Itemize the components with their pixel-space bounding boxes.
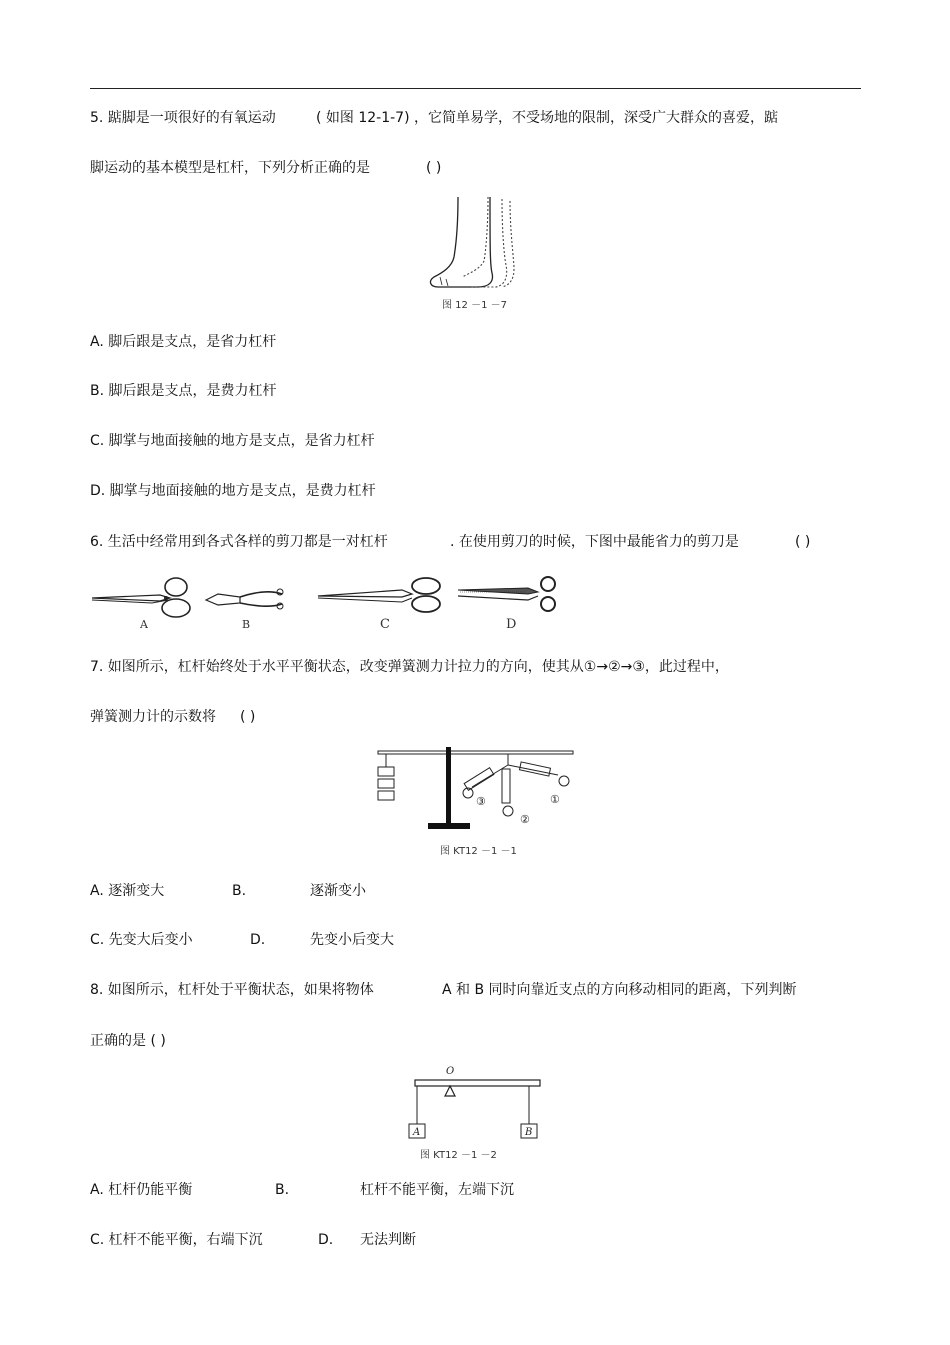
scissors-a-icon [92,578,190,617]
scissors-label-d: D [506,617,517,632]
q8-option-a: A. 杠杆仍能平衡 [90,1182,193,1198]
foot-figure [420,195,530,290]
q6-text-a: 6. 生活中经常用到各式各样的剪刀都是一对杠杆 [90,534,388,550]
scissors-label-b: B [242,618,251,631]
q7-answer-paren: ( ) [240,709,256,725]
q5-figure-caption: 图 12 －1 －7 [442,300,507,311]
spring-mark-2: ② [520,813,530,826]
scissors-b-icon [206,589,283,609]
q7-option-d-letter: D. [250,932,266,948]
q8-text-line1a: 8. 如图所示，杠杆处于平衡状态，如果将物体 [90,982,374,998]
q6-text-b: . 在使用剪刀的时候，下图中最能省力的剪刀是 [450,534,739,550]
q5-text-line1a: 5. 踮脚是一项很好的有氧运动 [90,110,276,126]
q6-answer-paren: ( ) [795,534,811,550]
spring-mark-3: ③ [476,795,486,808]
spring-mark-1: ① [550,793,560,806]
q8-option-c: C. 杠杆不能平衡，右端下沉 [90,1232,263,1248]
q8-option-b-letter: B. [275,1182,290,1198]
q8-option-d-letter: D. [318,1232,334,1248]
pivot-label-o: O [446,1066,455,1077]
scissors-label-c: C [380,617,390,632]
q5-option-d: D. 脚掌与地面接触的地方是支点，是费力杠杆 [90,483,376,499]
q5-text-line1b: ( 如图 12-1-7) ，它简单易学，不受场地的限制，深受广大群众的喜爱，踮 [316,110,779,126]
q7-text-line1: 7. 如图所示，杠杆始终处于水平平衡状态，改变弹簧测力计拉力的方向，使其从①→②→③，此过程中， [90,659,729,675]
q8-option-b: 杠杆不能平衡，左端下沉 [360,1182,514,1198]
block-label-a: A [413,1127,421,1138]
balance-lever-figure [405,1062,550,1142]
lever-spring-figure [368,745,583,833]
q5-option-b: B. 脚后跟是支点，是费力杠杆 [90,383,277,399]
q7-option-b: 逐渐变小 [310,883,366,899]
q5-option-a: A. 脚后跟是支点，是省力杠杆 [90,334,277,350]
q7-option-d: 先变小后变大 [310,932,394,948]
q8-option-d: 无法判断 [360,1232,416,1248]
header-rule [90,88,861,89]
q8-figure-caption: 图 KT12 －1 －2 [420,1150,497,1161]
scissors-d-icon [458,577,555,611]
q8-text-line2: 正确的是 ( ) [90,1033,166,1049]
q7-text-line2: 弹簧测力计的示数将 [90,709,216,725]
q5-answer-paren: ( ) [426,160,442,176]
q7-figure-caption: 图 KT12 －1 －1 [440,846,517,857]
q5-text-line2: 脚运动的基本模型是杠杆，下列分析正确的是 [90,160,370,176]
q7-option-a: A. 逐渐变大 [90,883,165,899]
scissors-c-icon [318,578,440,612]
scissors-label-a: A [140,618,148,631]
q5-option-c: C. 脚掌与地面接触的地方是支点，是省力杠杆 [90,433,375,449]
scissors-figure [90,570,570,632]
block-label-b: B [525,1127,533,1138]
q8-text-line1b: A 和 B 同时向靠近支点的方向移动相同的距离，下列判断 [442,982,797,998]
q7-option-c: C. 先变大后变小 [90,932,193,948]
q7-option-b-letter: B. [232,883,247,899]
